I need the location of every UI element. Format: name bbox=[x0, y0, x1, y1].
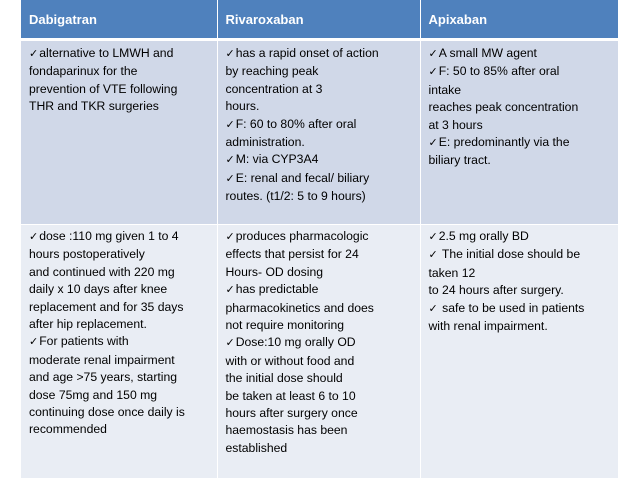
checkmark-icon: ✓ bbox=[225, 284, 235, 297]
drug-comparison-table bbox=[21, 0, 618, 479]
cell-line bbox=[429, 117, 615, 134]
cell-line bbox=[226, 405, 416, 422]
checkmark-icon: ✓ bbox=[428, 48, 438, 60]
cell-line-text: A small MW agent bbox=[438, 46, 537, 60]
cell-line bbox=[226, 116, 416, 134]
cell-line-text: alternative to LMWH and bbox=[39, 46, 174, 60]
cell-line bbox=[226, 334, 416, 352]
cell-line bbox=[226, 170, 416, 188]
cell-line bbox=[226, 388, 416, 405]
cell-line-text: replacement and for 35 days bbox=[29, 299, 184, 314]
cell-line-text: be taken at least 6 to 10 bbox=[225, 388, 356, 403]
checkmark-icon: ✓ bbox=[428, 249, 438, 262]
cell-line-text: The initial dose should be bbox=[438, 247, 581, 262]
cell-line-text: recommended bbox=[29, 422, 107, 437]
cell-line bbox=[226, 45, 416, 63]
cell-line bbox=[429, 228, 615, 246]
cell-line-text: Hours- OD dosing bbox=[225, 264, 324, 279]
cell-line bbox=[429, 300, 615, 318]
cell-dabigatran-dosing bbox=[21, 225, 217, 479]
cell-line bbox=[29, 45, 213, 63]
cell-apixaban-pk bbox=[420, 40, 618, 225]
cell-apixaban-dosing bbox=[420, 225, 618, 479]
cell-line-text: after hip replacement. bbox=[29, 317, 147, 332]
cell-line bbox=[429, 82, 615, 99]
cell-line bbox=[429, 45, 615, 63]
cell-line bbox=[226, 151, 416, 169]
cell-line-text: taken 12 bbox=[428, 265, 476, 280]
cell-line-text: the initial dose should bbox=[225, 371, 343, 386]
cell-line-text: at 3 hours bbox=[428, 117, 483, 132]
cell-line bbox=[226, 63, 416, 80]
cell-line-text: reaches peak concentration bbox=[428, 100, 579, 115]
checkmark-icon: ✓ bbox=[428, 66, 438, 79]
checkmark-icon: ✓ bbox=[225, 48, 235, 60]
cell-line bbox=[226, 422, 416, 439]
cell-line bbox=[29, 81, 213, 98]
cell-line-text: by reaching peak bbox=[225, 64, 319, 79]
cell-line-text: intake bbox=[428, 82, 462, 97]
cell-line-text: established bbox=[225, 440, 288, 455]
cell-line-text: For patients with bbox=[39, 334, 129, 349]
cell-line-text: produces pharmacologic bbox=[235, 229, 369, 243]
table-row bbox=[21, 225, 618, 479]
cell-line bbox=[429, 63, 615, 81]
cell-line bbox=[429, 318, 615, 335]
cell-line bbox=[29, 387, 213, 404]
cell-line bbox=[29, 299, 213, 316]
cell-line-text: with or without food and bbox=[225, 353, 355, 368]
cell-line-text: pharmacokinetics and does bbox=[225, 300, 374, 315]
cell-line bbox=[29, 246, 213, 263]
checkmark-icon: ✓ bbox=[225, 118, 235, 131]
cell-line-text: biliary tract. bbox=[428, 153, 491, 168]
cell-line bbox=[226, 81, 416, 98]
cell-line bbox=[226, 246, 416, 263]
checkmark-icon: ✓ bbox=[428, 231, 438, 243]
cell-line-text: hours postoperatively bbox=[29, 247, 145, 262]
header-dabigatran: Dabigatran bbox=[21, 0, 217, 40]
checkmark-icon: ✓ bbox=[225, 172, 235, 185]
table-row bbox=[21, 40, 618, 225]
cell-line bbox=[29, 98, 213, 115]
cell-line bbox=[29, 316, 213, 333]
cell-line bbox=[226, 300, 416, 317]
cell-line-text: Dose:10 mg orally OD bbox=[235, 335, 356, 350]
cell-line-text: continuing dose once daily is bbox=[29, 405, 185, 420]
cell-line bbox=[429, 282, 615, 299]
checkmark-icon: ✓ bbox=[29, 231, 39, 243]
cell-line-text: effects that persist for 24 bbox=[225, 247, 359, 262]
cell-line-text: has a rapid onset of action bbox=[235, 46, 379, 60]
cell-line-text: prevention of VTE following bbox=[29, 81, 178, 96]
cell-line-text: F: 50 to 85% after oral bbox=[438, 64, 560, 79]
cell-line-text: and age >75 years, starting bbox=[29, 370, 178, 385]
cell-line bbox=[29, 352, 213, 369]
cell-line-text: hours after surgery once bbox=[225, 406, 358, 421]
cell-line-text: daily x 10 days after knee bbox=[29, 282, 168, 297]
header-rivaroxaban: Rivaroxaban bbox=[217, 0, 420, 40]
cell-line bbox=[226, 370, 416, 387]
cell-line bbox=[226, 317, 416, 334]
cell-rivaroxaban-dosing bbox=[217, 225, 420, 479]
cell-line bbox=[226, 228, 416, 246]
cell-line-text: 2.5 mg orally BD bbox=[438, 229, 529, 243]
checkmark-icon: ✓ bbox=[428, 302, 438, 315]
cell-line-text: fondaparinux for the bbox=[29, 64, 138, 79]
cell-line bbox=[429, 246, 615, 264]
cell-line bbox=[29, 228, 213, 246]
cell-line-text: safe to be used in patients bbox=[438, 300, 585, 315]
cell-line-text: dose 75mg and 150 mg bbox=[29, 387, 158, 402]
cell-line-text: E: renal and fecal/ biliary bbox=[235, 170, 370, 185]
cell-line-text: and continued with 220 mg bbox=[29, 264, 175, 279]
cell-line bbox=[429, 152, 615, 169]
cell-line bbox=[429, 134, 615, 152]
cell-line bbox=[226, 353, 416, 370]
cell-line bbox=[29, 421, 213, 438]
cell-rivaroxaban-pk bbox=[217, 40, 420, 225]
cell-line-text: with renal impairment. bbox=[428, 319, 548, 334]
cell-line bbox=[29, 264, 213, 281]
cell-dabigatran-pk bbox=[21, 40, 217, 225]
checkmark-icon: ✓ bbox=[428, 137, 438, 150]
cell-line-text: not require monitoring bbox=[225, 318, 345, 333]
cell-line bbox=[226, 188, 416, 205]
cell-line bbox=[226, 264, 416, 281]
cell-line-text: THR and TKR surgeries bbox=[29, 99, 159, 114]
cell-line-text: dose :110 mg given 1 to 4 bbox=[39, 229, 179, 243]
checkmark-icon: ✓ bbox=[225, 154, 235, 167]
cell-line bbox=[226, 98, 416, 115]
cell-line bbox=[29, 281, 213, 298]
cell-line bbox=[29, 369, 213, 386]
checkmark-icon: ✓ bbox=[29, 48, 39, 60]
cell-line bbox=[429, 265, 615, 282]
cell-line-text: M: via CYP3A4 bbox=[235, 152, 319, 167]
header-row bbox=[21, 0, 618, 40]
cell-line-text: has predictable bbox=[235, 282, 319, 297]
cell-line-text: moderate renal impairment bbox=[29, 352, 175, 367]
checkmark-icon: ✓ bbox=[29, 336, 39, 349]
cell-line bbox=[226, 440, 416, 457]
cell-line bbox=[429, 99, 615, 116]
cell-line-text: E: predominantly via the bbox=[438, 135, 570, 150]
header-apixaban: Apixaban bbox=[420, 0, 618, 40]
cell-line-text: concentration at 3 bbox=[225, 81, 323, 96]
cell-line-text: routes. (t1/2: 5 to 9 hours) bbox=[225, 189, 366, 204]
cell-line bbox=[226, 281, 416, 299]
cell-line-text: to 24 hours after surgery. bbox=[428, 283, 564, 298]
cell-line bbox=[29, 333, 213, 351]
cell-line-text: administration. bbox=[225, 135, 305, 150]
cell-line-text: haemostasis has been bbox=[225, 423, 348, 438]
cell-line bbox=[226, 134, 416, 151]
cell-line-text: F: 60 to 80% after oral bbox=[235, 116, 357, 131]
checkmark-icon: ✓ bbox=[225, 231, 235, 243]
cell-line-text: hours. bbox=[225, 99, 260, 114]
cell-line bbox=[29, 404, 213, 421]
checkmark-icon: ✓ bbox=[225, 337, 235, 350]
cell-line bbox=[29, 63, 213, 80]
